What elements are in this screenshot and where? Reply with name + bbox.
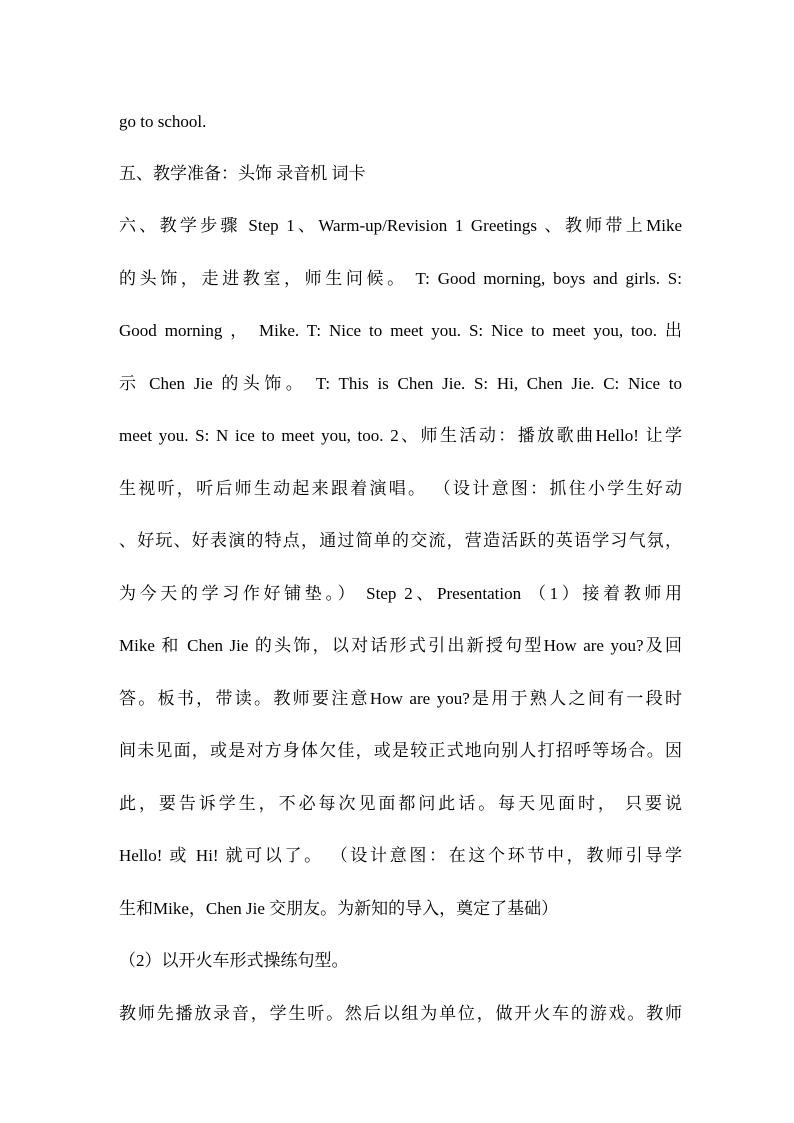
text-line: 五、教学准备：头饰 录音机 词卡: [119, 164, 366, 183]
text-line: 间未见面，或是对方身体欠佳，或是较正式地向别人打招呼等场合。因: [119, 741, 682, 760]
text-line: 为今天的学习作好铺垫。） Step 2、Presentation （1）接着教师用: [119, 584, 682, 603]
text-line: 生和Mike，Chen Jie 交朋友。为新知的导入，奠定了基础）: [119, 899, 559, 918]
text-line: 此，要告诉学生，不必每次见面都问此话。每天见面时， 只要说: [119, 794, 682, 813]
text-line: 的头饰，走进教室，师生问候。 T: Good morning, boys and girls. S:: [119, 269, 682, 288]
text-line: meet you. S: N ice to meet you, too. 2、师生活动：播放歌曲Hello! 让学: [119, 426, 682, 445]
text-line: 答。板书，带读。教师要注意How are you?是用于熟人之间有一段时: [119, 689, 682, 708]
text-line: go to school.: [119, 112, 207, 131]
text-line: 六、教学步骤 Step 1、Warm-up/Revision 1 Greetings 、教师带上Mike: [119, 216, 682, 235]
text-line: Mike 和 Chen Jie 的头饰，以对话形式引出新授句型How are you?及回: [119, 636, 682, 655]
text-line: Good morning ， Mike. T: Nice to meet you. S: Nice to meet you, too. 出: [119, 321, 682, 340]
text-line: 示 Chen Jie 的头饰。 T: This is Chen Jie. S: Hi, Chen Jie. C: Nice to: [119, 374, 682, 393]
text-line: 教师先播放录音，学生听。然后以组为单位，做开火车的游戏。教师: [119, 1004, 682, 1023]
text-line: Hello! 或 Hi! 就可以了。 （设计意图：在这个环节中，教师引导学: [119, 846, 682, 865]
text-line: 、好玩、好表演的特点，通过简单的交流，营造活跃的英语学习气氛，: [119, 531, 682, 550]
text-line: 生视听，听后师生动起来跟着演唱。 （设计意图：抓住小学生好动: [119, 479, 682, 498]
text-line: （2）以开火车形式操练句型。: [119, 951, 349, 970]
